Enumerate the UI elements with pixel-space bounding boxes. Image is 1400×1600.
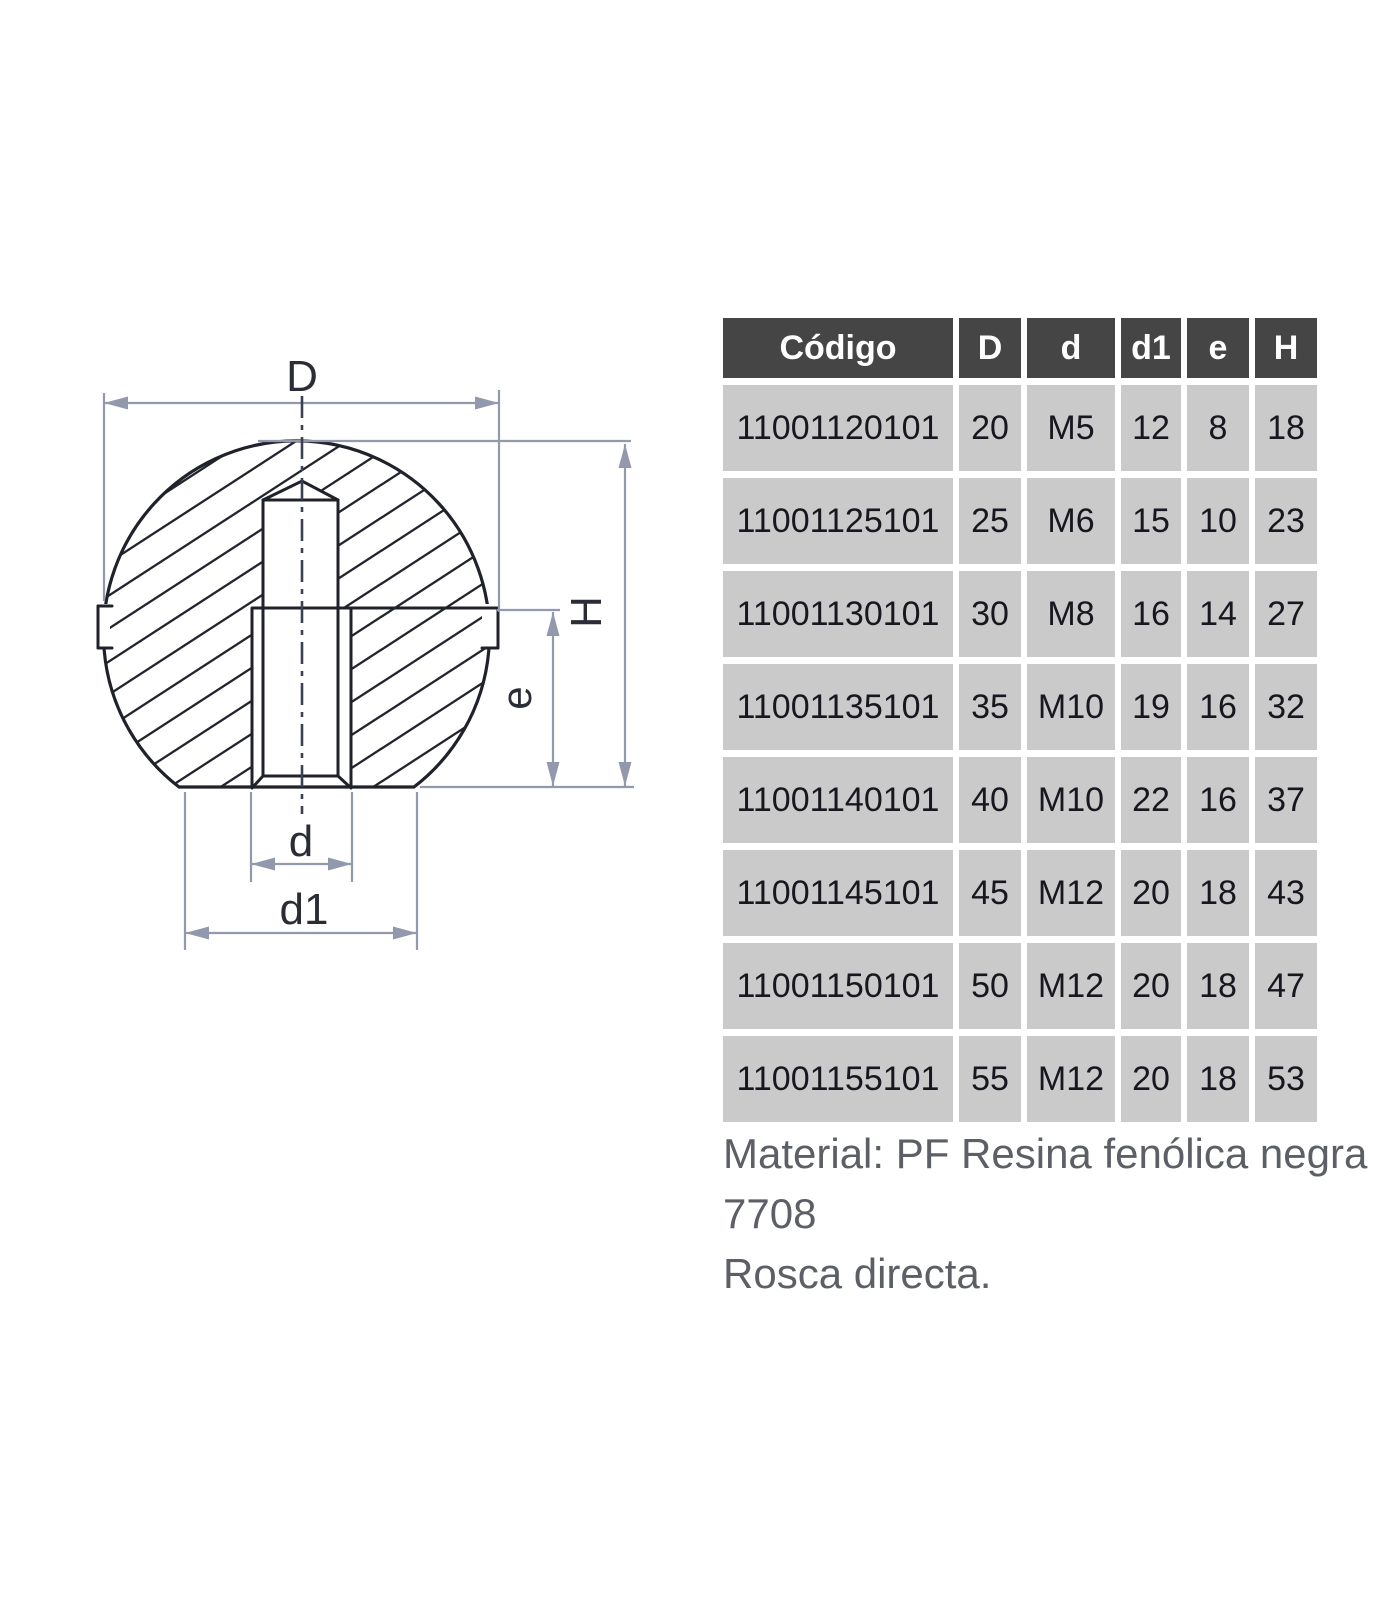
table-cell: 53 xyxy=(1255,1036,1317,1122)
table-cell: 11001155101 xyxy=(723,1036,953,1122)
left-notch xyxy=(88,604,112,648)
table-cell: 20 xyxy=(1121,1036,1181,1122)
table-cell: 32 xyxy=(1255,664,1317,750)
table-cell: 35 xyxy=(959,664,1021,750)
table-cell: 11001120101 xyxy=(723,385,953,471)
table-cell: 8 xyxy=(1187,385,1249,471)
table-cell: 18 xyxy=(1187,943,1249,1029)
col-header-d1: d1 xyxy=(1121,318,1181,378)
table-cell: 11001135101 xyxy=(723,664,953,750)
table-cell: 50 xyxy=(959,943,1021,1029)
col-header-D: D xyxy=(959,318,1021,378)
table-cell: 20 xyxy=(1121,850,1181,936)
material-note-line2: 7708 xyxy=(723,1190,817,1237)
table-cell: 20 xyxy=(1121,943,1181,1029)
technical-drawing xyxy=(0,0,700,1000)
col-header-e: e xyxy=(1187,318,1249,378)
table-cell: 15 xyxy=(1121,478,1181,564)
table-cell: 11001140101 xyxy=(723,757,953,843)
table-cell: 47 xyxy=(1255,943,1317,1029)
col-header-H: H xyxy=(1255,318,1317,378)
table-cell: 18 xyxy=(1187,1036,1249,1122)
col-header-d: d xyxy=(1027,318,1115,378)
dim-label-thread-size: d xyxy=(288,817,314,866)
dimension-table xyxy=(723,318,1317,1122)
table-cell: 11001125101 xyxy=(723,478,953,564)
table-cell: 22 xyxy=(1121,757,1181,843)
table-cell: 23 xyxy=(1255,478,1317,564)
table-cell: 40 xyxy=(959,757,1021,843)
table-cell: 55 xyxy=(959,1036,1021,1122)
table-cell: 11001150101 xyxy=(723,943,953,1029)
table-cell: 16 xyxy=(1121,571,1181,657)
table-cell: M10 xyxy=(1027,664,1115,750)
dimension-lines xyxy=(104,390,634,950)
table-cell: 10 xyxy=(1187,478,1249,564)
table-cell: 18 xyxy=(1255,385,1317,471)
table-cell: M5 xyxy=(1027,385,1115,471)
product-notes xyxy=(723,1124,1373,1304)
table-cell: M12 xyxy=(1027,1036,1115,1122)
dim-label-height: H xyxy=(562,596,611,628)
table-cell: 37 xyxy=(1255,757,1317,843)
thread-note: Rosca directa. xyxy=(723,1250,992,1297)
table-cell: M12 xyxy=(1027,850,1115,936)
table-cell: 14 xyxy=(1187,571,1249,657)
table-cell: 12 xyxy=(1121,385,1181,471)
table-cell: 43 xyxy=(1255,850,1317,936)
table-cell: M6 xyxy=(1027,478,1115,564)
table-cell: 30 xyxy=(959,571,1021,657)
table-cell: 20 xyxy=(959,385,1021,471)
dim-label-diameter: D xyxy=(286,352,318,401)
table-cell: 11001145101 xyxy=(723,850,953,936)
table-cell: 27 xyxy=(1255,571,1317,657)
table-cell: 25 xyxy=(959,478,1021,564)
table-cell: 16 xyxy=(1187,757,1249,843)
col-header-codigo: Código xyxy=(723,318,953,378)
table-cell: M8 xyxy=(1027,571,1115,657)
material-note-line1: Material: PF Resina fenólica negra xyxy=(723,1130,1368,1177)
dim-label-base-diameter: d1 xyxy=(279,885,329,934)
table-cell: M12 xyxy=(1027,943,1115,1029)
table-cell: 11001130101 xyxy=(723,571,953,657)
table-cell: 45 xyxy=(959,850,1021,936)
table-cell: M10 xyxy=(1027,757,1115,843)
table-cell: 18 xyxy=(1187,850,1249,936)
dim-label-thread-depth: e xyxy=(493,686,540,710)
table-cell: 16 xyxy=(1187,664,1249,750)
table-cell: 19 xyxy=(1121,664,1181,750)
